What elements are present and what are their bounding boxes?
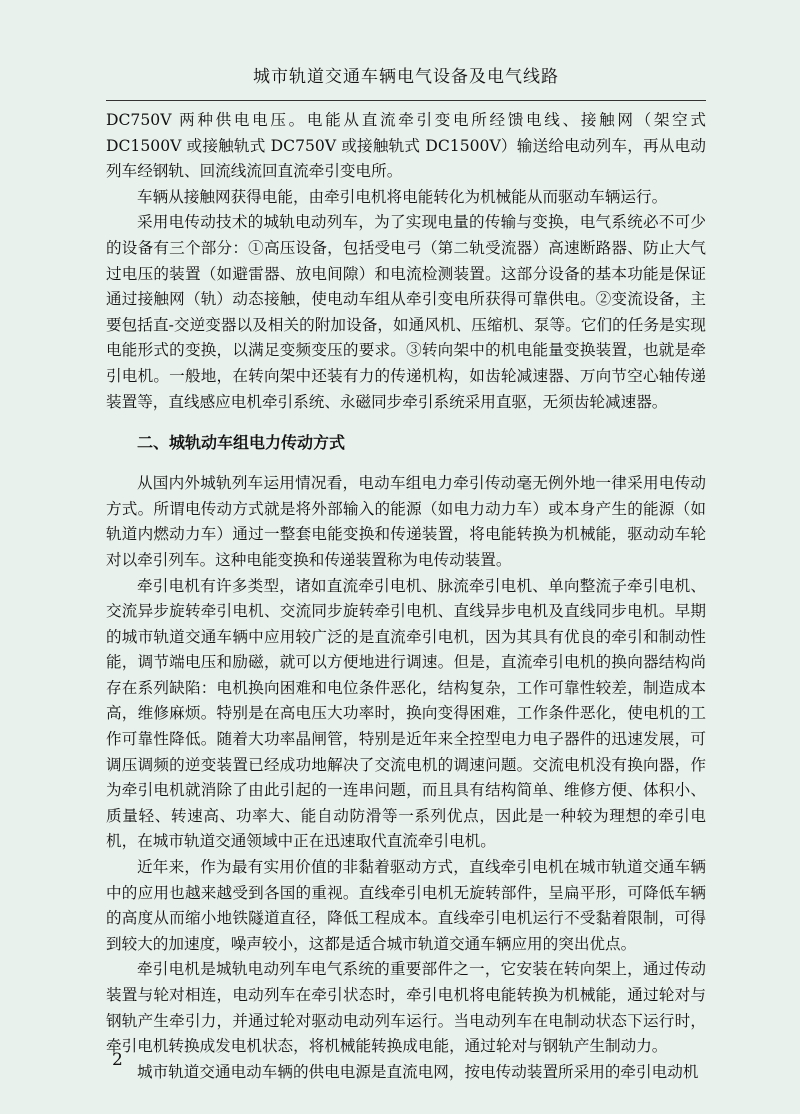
page-number: 2 [112, 1050, 123, 1070]
header-rule [106, 100, 706, 101]
paragraph-continuation: DC750V 两种供电电压。电能从直流牵引变电所经馈电线、接触网（架空式 DC1500V 或接触轨式 DC750V 或接触轨式 DC1500V）输送给电动列车，再从电动列车经钢轨、回流线流回直流牵引变电所。 [106, 111, 706, 181]
paragraph: 牵引电机是城轨电动列车电气系统的重要部件之一，它安装在转向架上，通过传动装置与轮对相连，电动列车在牵引状态时，牵引电机将电能转换为机械能，通过轮对与钢轨产生牵引力，并通过轮对驱动电动列车运行。当电动列车在电制动状态下运行时，牵引电机转换成发电机状态，将机械能转换成电能，通过轮对与钢轨产生制动力。 [106, 960, 706, 1056]
paragraph: 城市轨道交通电动车辆的供电电源是直流电网，按电传动装置所采用的牵引电动机 [137, 1062, 699, 1081]
running-header-title: 城市轨道交通车辆电气设备及电气线路 [253, 67, 559, 87]
section-heading: 二、城轨动车组电力传动方式 [137, 433, 346, 453]
paragraph: 从国内外城轨列车运用情况看，电动车组电力牵引传动毫无例外地一律采用电传动方式。所谓电传动方式就是将外部输入的能源（如电力动力车）或本身产生的能源（如轨道内燃动力车）通过一整套电能变换和传递装置，将电能转换为机械能，驱动动车轮对以牵引列车。这种电能变换和传递装置称为电传动装置。 [106, 474, 706, 569]
page-body [106, 108, 706, 1085]
paragraph: 近年来，作为最有实用价值的非黏着驱动方式，直线牵引电机在城市轨道交通车辆中的应用也越来越受到各国的重视。直线牵引电机无旋转部件，呈扁平形，可降低车辆的高度从而缩小地铁隧道直径，降低工程成本。直线牵引电机运行不受黏着限制，可得到较大的加速度，噪声较小，这都是适合城市轨道交通车辆应用的突出优点。 [106, 858, 706, 953]
paragraph: 车辆从接触网获得电能，由牵引电机将电能转化为机械能从而驱动车辆运行。 [137, 187, 668, 206]
paragraph: 牵引电机有许多类型，诸如直流牵引电机、脉流牵引电机、单向整流子牵引电机、交流异步旋转牵引电机、交流同步旋转牵引电机、直线异步电机及直线同步电机。早期的城市轨道交通车辆中应用较广泛的是直流牵引电机，因为其具有优良的牵引和制动性能，调节端电压和励磁，就可以方便地进行调速。但是，直流牵引电机的换向器结构尚存在系列缺陷：电机换向困难和电位条件恶化，结构复杂，工作可靠性较差，制造成本高，维修麻烦。特别是在高电压大功率时，换向变得困难，工作条件恶化，使电机的工作可靠性降低。随着大功率晶闸管，特别是近年来全控型电力电子器件的迅速发展，可调压调频的逆变装置已经成功地解决了交流电机的调速问题。交流电机没有换向器，作为牵引电机就消除了由此引起的一连串问题，而且具有结构简单、维修方便、体积小、质量轻、转速高、功率大、能自动防滑等一系列优点，因此是一种较为理想的牵引电机，在城市轨道交通领域中正在迅速取代直流牵引电机。 [106, 576, 706, 851]
paragraph: 采用电传动技术的城轨电动列车，为了实现电量的传输与变换，电气系统必不可少的设备有三个部分：①高压设备，包括受电弓（第二轨受流器）高速断路器、防止大气过电压的装置（如避雷器、放电间隙）和电流检测装置。这部分设备的基本功能是保证通过接触网（轨）动态接触，使电动车组从牵引变电所获得可靠供电。②变流设备，主要包括直-交逆变器以及相关的附加设备，如通风机、压缩机、泵等。它们的任务是实现电能形式的变换，以满足变频变压的要求。③转向架中的机电能量变换装置，也就是牵引电机。一般地，在转向架中还装有力的传递机构，如齿轮减速器、万向节空心轴传递装置等，直线感应电机牵引系统、永磁同步牵引系统采用直驱，无须齿轮减速器。 [106, 213, 706, 411]
